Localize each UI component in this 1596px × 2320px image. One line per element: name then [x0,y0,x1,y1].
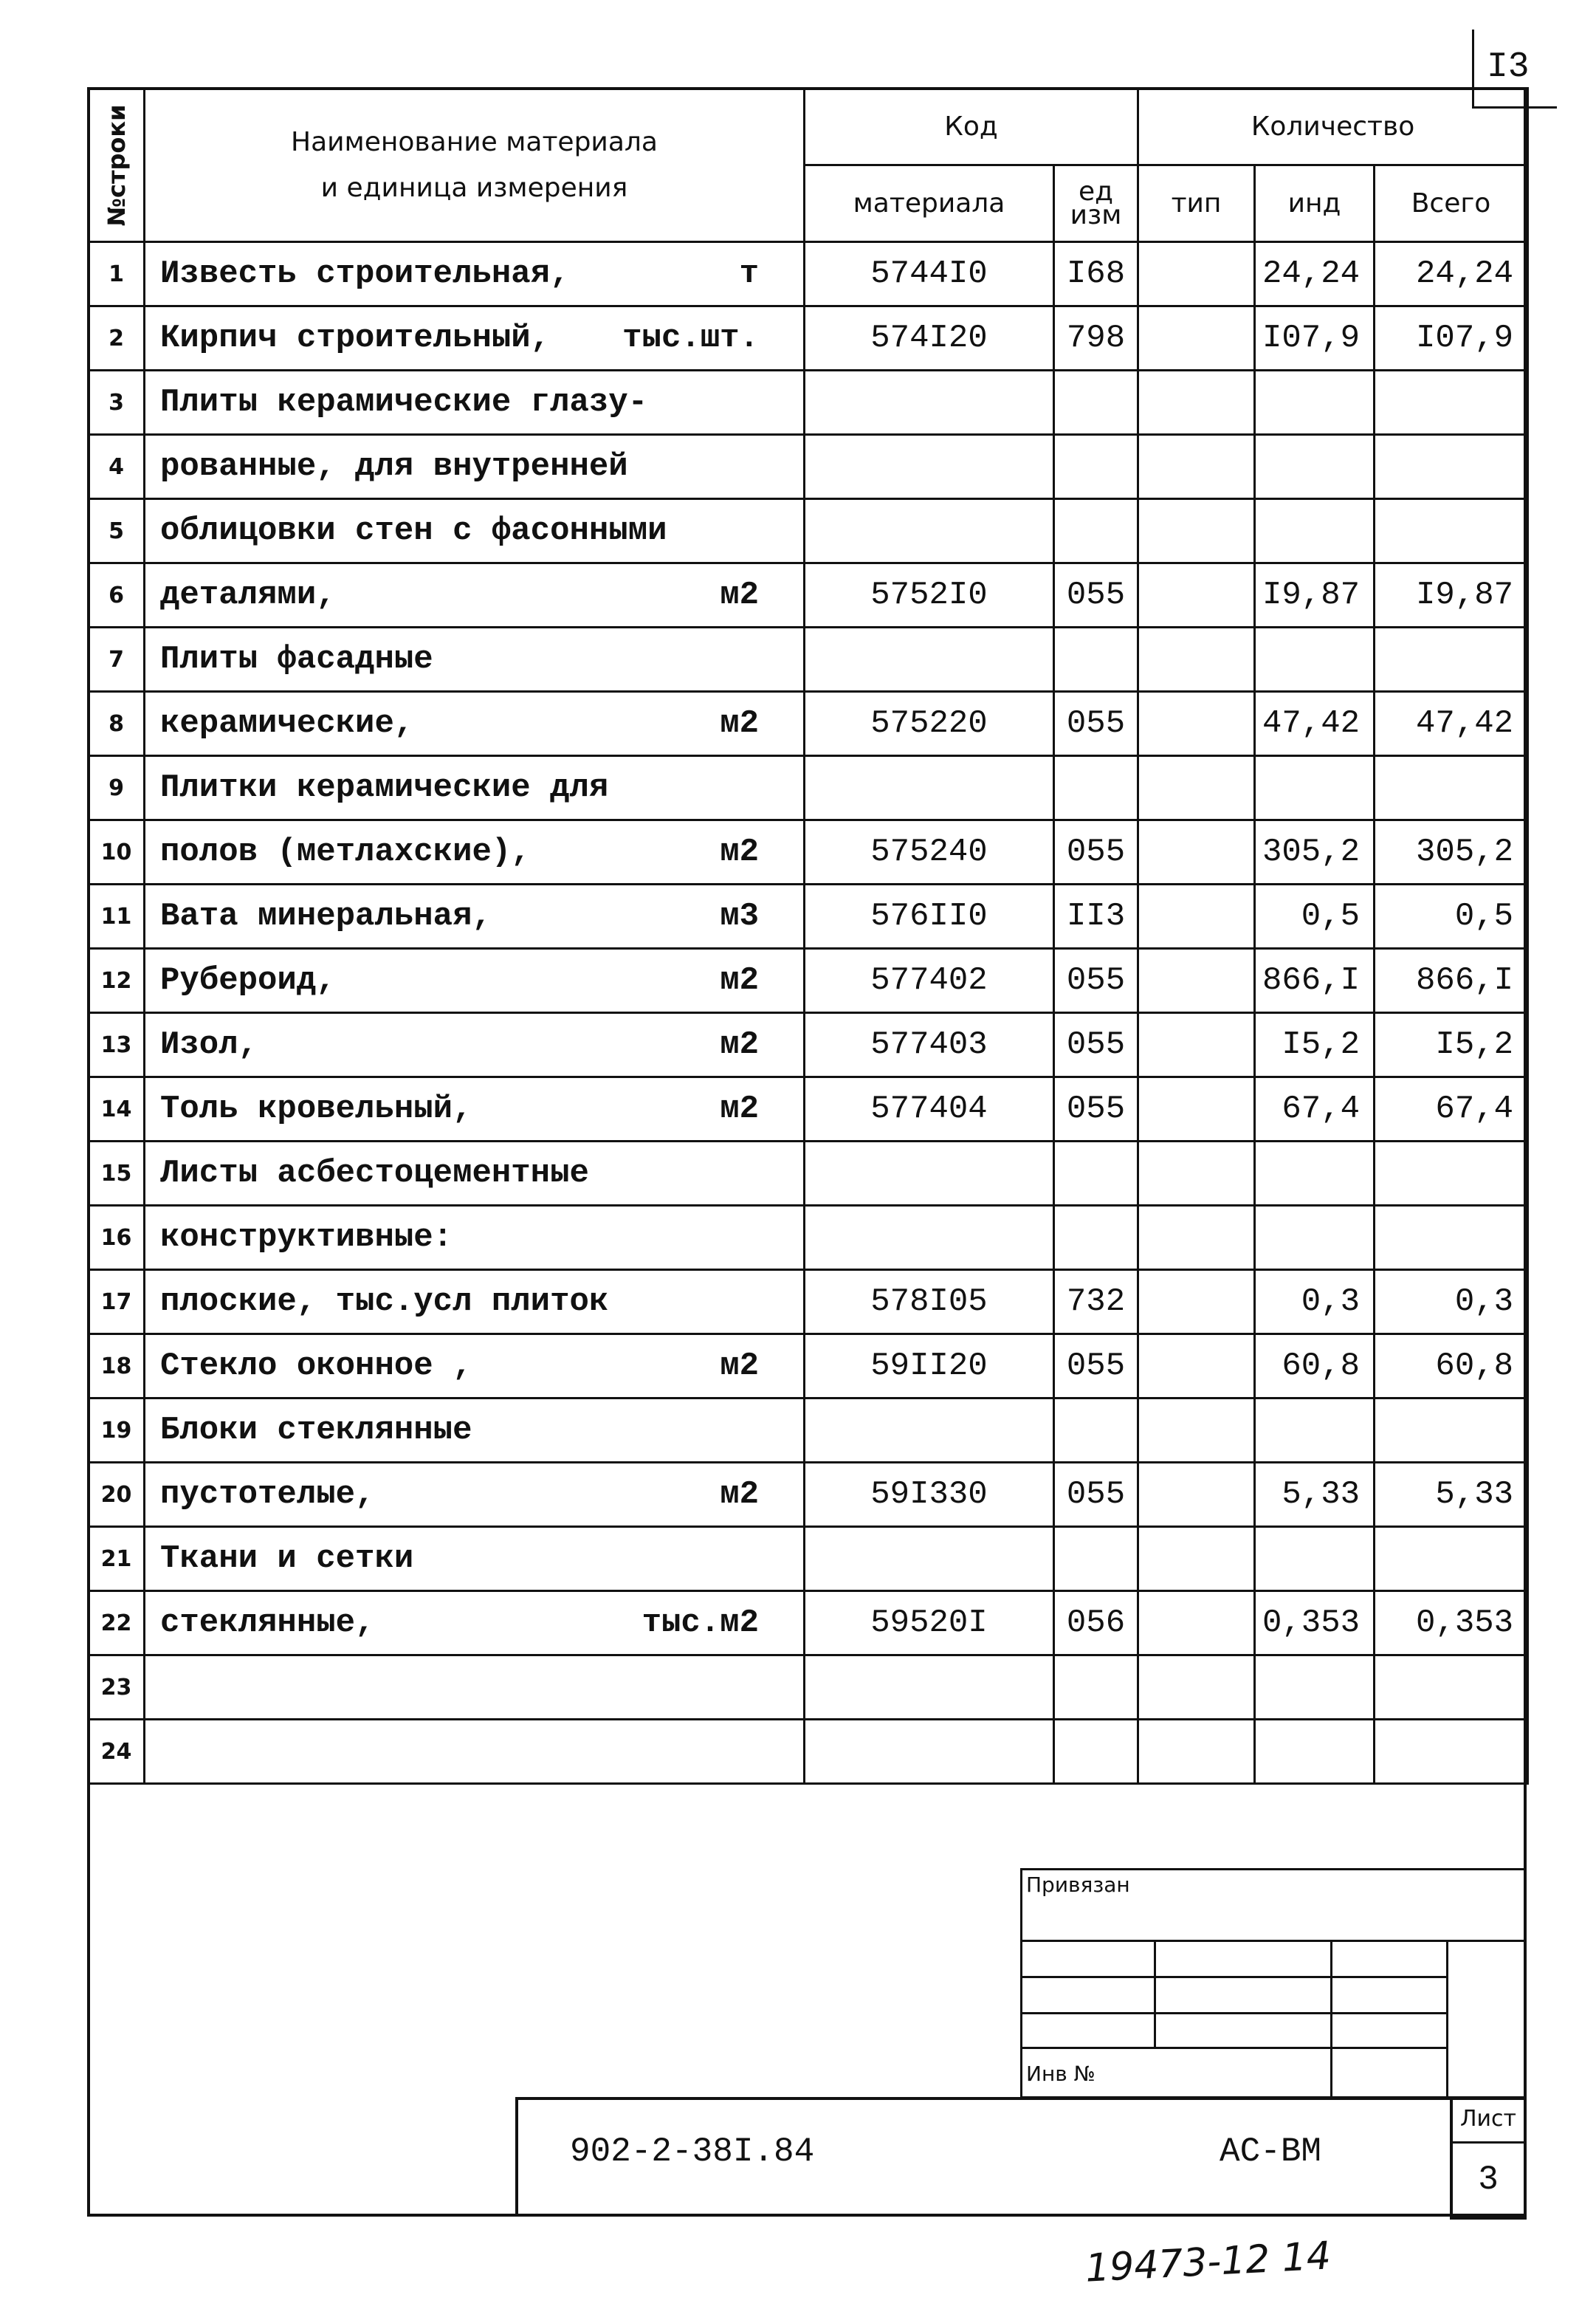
material-name-cell [145,1270,805,1334]
table-row [89,499,1528,563]
table-row [89,242,1528,306]
row-number: 2 [89,306,145,371]
material-name: Рубероид, [160,962,336,999]
qty-total: 24,24 [1375,242,1528,306]
unit-code [1054,435,1138,499]
code-material-header: материала [805,165,1054,242]
materials-table [87,87,1529,1785]
table-row [89,1398,1528,1463]
row-number: 7 [89,628,145,692]
material-unit: м2 [720,577,759,614]
qty-ind [1255,1720,1375,1784]
material-unit: м2 [720,705,759,742]
qty-total: 47,42 [1375,692,1528,756]
material-code: 574I20 [805,306,1054,371]
qty-ind [1255,371,1375,435]
unit-code: 055 [1054,1334,1138,1398]
material-name-cell [145,1142,805,1206]
material-unit: тыс.шт. [622,320,759,357]
material-name-cell [145,1720,805,1784]
qty-type [1138,563,1255,628]
qty-type [1138,499,1255,563]
qty-total: I5,2 [1375,1013,1528,1077]
qty-type [1138,1206,1255,1270]
material-name: стеклянные, [160,1605,375,1641]
material-name-cell [145,435,805,499]
material-unit: м2 [720,1476,759,1513]
material-code: 5744I0 [805,242,1054,306]
material-code [805,499,1054,563]
unit-code [1054,1142,1138,1206]
row-number: 6 [89,563,145,628]
qty-total [1375,499,1528,563]
table-row [89,563,1528,628]
material-name: Плиты керамические глазу- [160,384,648,421]
qty-type [1138,435,1255,499]
qty-ind: 866,I [1255,949,1375,1013]
material-unit: т [739,255,759,292]
material-code: 59I330 [805,1463,1054,1527]
qty-type [1138,1463,1255,1527]
qty-total [1375,1720,1528,1784]
material-name: Толь кровельный, [160,1091,472,1128]
row-number: 14 [89,1077,145,1142]
qty-total [1375,371,1528,435]
unit-code [1054,371,1138,435]
document-code: АС-ВМ [1220,2132,1322,2171]
material-name: Стекло оконное , [160,1348,472,1384]
qty-total: 866,I [1375,949,1528,1013]
row-number: 17 [89,1270,145,1334]
qty-ind: 0,5 [1255,885,1375,949]
material-code [805,1527,1054,1591]
unit-code: 798 [1054,306,1138,371]
material-code [805,756,1054,820]
material-name-cell [145,1334,805,1398]
material-name-cell [145,1527,805,1591]
qty-type [1138,1013,1255,1077]
table-row [89,885,1528,949]
qty-ind [1255,1527,1375,1591]
row-number: 21 [89,1527,145,1591]
qty-type [1138,1655,1255,1720]
qty-ind [1255,1142,1375,1206]
qty-type [1138,1270,1255,1334]
material-name: рованные, для внутренней [160,448,628,485]
qty-ind: 0,3 [1255,1270,1375,1334]
qty-ind-header: инд [1255,165,1375,242]
qty-total [1375,1142,1528,1206]
material-name: керамические, [160,705,414,742]
qty-total-header: Всего [1375,165,1528,242]
material-name-cell [145,1077,805,1142]
material-code: 577403 [805,1013,1054,1077]
material-code: 578I05 [805,1270,1054,1334]
row-number: 16 [89,1206,145,1270]
qty-type [1138,628,1255,692]
qty-total [1375,435,1528,499]
unit-code: 055 [1054,692,1138,756]
material-name-cell [145,820,805,885]
material-unit: м2 [720,1026,759,1063]
qty-total [1375,1398,1528,1463]
qty-total: I07,9 [1375,306,1528,371]
material-code: 575220 [805,692,1054,756]
qty-type [1138,820,1255,885]
qty-type [1138,1720,1255,1784]
code-group-header: Код [805,89,1138,165]
unit-code: 055 [1054,563,1138,628]
table-row [89,1142,1528,1206]
material-name-cell [145,628,805,692]
material-name: конструктивные: [160,1219,453,1256]
row-number: 11 [89,885,145,949]
qty-type [1138,1398,1255,1463]
unit-code [1054,1206,1138,1270]
material-code: 59II20 [805,1334,1054,1398]
qty-type [1138,306,1255,371]
material-name-cell [145,563,805,628]
material-name: Листы асбестоцементные [160,1155,589,1192]
table-row [89,756,1528,820]
row-number: 12 [89,949,145,1013]
row-number: 5 [89,499,145,563]
qty-type [1138,242,1255,306]
stamp-grid [1020,1868,1527,2098]
qty-ind: 67,4 [1255,1077,1375,1142]
qty-type [1138,371,1255,435]
qty-total: 60,8 [1375,1334,1528,1398]
material-name: пустотелые, [160,1476,375,1513]
material-name-cell [145,242,805,306]
sheet-box [1450,2097,1527,2220]
row-number: 24 [89,1720,145,1784]
material-name: плоские, тыс.усл плиток [160,1283,609,1320]
material-code [805,1206,1054,1270]
row-number: 8 [89,692,145,756]
material-name-cell [145,949,805,1013]
qty-total: 0,3 [1375,1270,1528,1334]
qty-type [1138,885,1255,949]
row-number: 19 [89,1398,145,1463]
qty-total [1375,1655,1528,1720]
qty-ind [1255,756,1375,820]
material-name-cell [145,499,805,563]
material-name: полов (метлахские), [160,834,531,871]
qty-ind [1255,1206,1375,1270]
qty-ind: 5,33 [1255,1463,1375,1527]
table-row [89,692,1528,756]
sheet-divider [1453,2141,1524,2144]
material-code: 577404 [805,1077,1054,1142]
material-name: облицовки стен с фасонными [160,512,667,549]
material-code: 577402 [805,949,1054,1013]
table-row [89,1463,1528,1527]
unit-code: 055 [1054,1013,1138,1077]
unit-code: 055 [1054,1077,1138,1142]
material-name-cell [145,885,805,949]
qty-total [1375,1527,1528,1591]
attached-label: Привязан [1026,1873,1130,1897]
unit-code: II3 [1054,885,1138,949]
material-unit: м3 [720,898,759,935]
material-name: Блоки стеклянные [160,1412,472,1449]
material-name-cell [145,1013,805,1077]
row-number: 15 [89,1142,145,1206]
table-row [89,435,1528,499]
material-unit: тыс.м2 [642,1605,759,1641]
unit-code [1054,628,1138,692]
table-row [89,949,1528,1013]
qty-ind: I5,2 [1255,1013,1375,1077]
table-row [89,371,1528,435]
material-name-cell [145,756,805,820]
qty-total: 305,2 [1375,820,1528,885]
table-row [89,1013,1528,1077]
unit-code [1054,756,1138,820]
row-number: 10 [89,820,145,885]
unit-code [1054,1720,1138,1784]
material-code: 59520I [805,1591,1054,1655]
material-name: Кирпич строительный, [160,320,551,357]
qty-ind: I9,87 [1255,563,1375,628]
qty-ind [1255,499,1375,563]
table-row [89,1334,1528,1398]
qty-type [1138,1591,1255,1655]
unit-code: I68 [1054,242,1138,306]
material-name: Вата минеральная, [160,898,492,935]
quantity-group-header: Количество [1138,89,1528,165]
table-row [89,1270,1528,1334]
qty-type [1138,949,1255,1013]
qty-type [1138,1334,1255,1398]
qty-total [1375,756,1528,820]
unit-code [1054,499,1138,563]
row-number: 13 [89,1013,145,1077]
qty-ind: 24,24 [1255,242,1375,306]
material-code: 576II0 [805,885,1054,949]
qty-total: 5,33 [1375,1463,1528,1527]
qty-type [1138,1527,1255,1591]
unit-code: 055 [1054,820,1138,885]
page-number: I3 [1487,47,1530,87]
table-row [89,1206,1528,1270]
qty-ind: 0,353 [1255,1591,1375,1655]
material-unit: м2 [720,962,759,999]
unit-code: 056 [1054,1591,1138,1655]
material-name-cell [145,1398,805,1463]
qty-ind: 305,2 [1255,820,1375,885]
title-block [515,2097,1527,2217]
qty-total: I9,87 [1375,563,1528,628]
unit-code: 055 [1054,1463,1138,1527]
row-number-header: №строки [89,89,145,242]
material-code [805,1720,1054,1784]
material-code [805,1142,1054,1206]
material-unit: м2 [720,834,759,871]
qty-ind [1255,435,1375,499]
row-number: 18 [89,1334,145,1398]
code-unit-header: ед изм [1054,165,1138,242]
table-row [89,1720,1528,1784]
material-code [805,628,1054,692]
material-name: Известь строительная, [160,255,570,292]
material-code: 5752I0 [805,563,1054,628]
row-number: 4 [89,435,145,499]
material-name: Плиты фасадные [160,641,433,678]
material-unit: м2 [720,1091,759,1128]
document-number: 902-2-38I.84 [570,2132,815,2171]
material-code [805,371,1054,435]
row-number: 1 [89,242,145,306]
table-row [89,1655,1528,1720]
unit-code [1054,1398,1138,1463]
table-row [89,628,1528,692]
material-name-cell [145,1655,805,1720]
row-number: 9 [89,756,145,820]
material-name: деталями, [160,577,336,614]
qty-total [1375,1206,1528,1270]
table-row [89,1077,1528,1142]
row-number: 22 [89,1591,145,1655]
material-name-cell [145,306,805,371]
material-name: Ткани и сетки [160,1540,414,1577]
table-row [89,306,1528,371]
material-name-cell [145,1591,805,1655]
qty-type [1138,756,1255,820]
qty-ind: I07,9 [1255,306,1375,371]
sheet-label: Лист [1459,2106,1517,2132]
qty-total: 67,4 [1375,1077,1528,1142]
material-name-cell [145,371,805,435]
material-unit: м2 [720,1348,759,1384]
unit-code: 055 [1054,949,1138,1013]
row-number: 20 [89,1463,145,1527]
material-code [805,1655,1054,1720]
material-name-cell [145,1463,805,1527]
unit-code [1054,1655,1138,1720]
inventory-number-label: Инв № [1026,2062,1095,2086]
material-name: Изол, [160,1026,258,1063]
qty-type [1138,1077,1255,1142]
material-name-cell [145,692,805,756]
row-number: 23 [89,1655,145,1720]
material-name-cell [145,1206,805,1270]
material-name: Плитки керамические для [160,769,609,806]
qty-total: 0,353 [1375,1591,1528,1655]
table-row [89,820,1528,885]
qty-total [1375,628,1528,692]
material-code: 575240 [805,820,1054,885]
sheet-number: 3 [1478,2161,1499,2199]
unit-code: 732 [1054,1270,1138,1334]
qty-ind: 47,42 [1255,692,1375,756]
qty-ind [1255,628,1375,692]
qty-ind: 60,8 [1255,1334,1375,1398]
material-name-header: Наименование материала и единица измерения [145,89,805,242]
table-row [89,1527,1528,1591]
material-code [805,1398,1054,1463]
qty-type [1138,692,1255,756]
qty-type-header: тип [1138,165,1255,242]
material-code [805,435,1054,499]
qty-type [1138,1142,1255,1206]
archive-number: 19473-12 14 [1084,2234,1332,2291]
qty-ind [1255,1398,1375,1463]
qty-ind [1255,1655,1375,1720]
unit-code [1054,1527,1138,1591]
row-number: 3 [89,371,145,435]
qty-total: 0,5 [1375,885,1528,949]
table-row [89,1591,1528,1655]
